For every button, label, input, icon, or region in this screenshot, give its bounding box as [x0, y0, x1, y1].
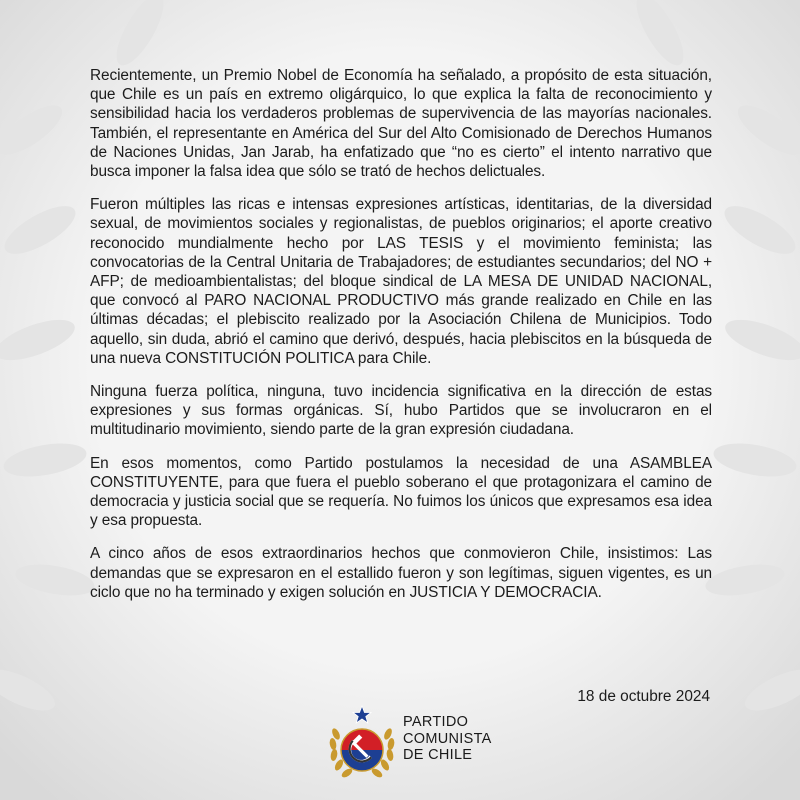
paragraph-2: Fueron múltiples las ricas e intensas expresiones artísticas, identitarias, de la diversidad sexual, de movimientos sociales y regionalistas, de pueblos originarios; el aporte creativo reconocido mundialmente hecho por LAS TESIS y el movimiento feminista; las convocatorias de la Central Unitaria de Trabajadores; de estudiantes secundarios; del NO + AFP; de medioambientalistas; del bloque sindical de LA MESA DE UNIDAD NACIONAL, que convocó al PARO NACIONAL PRODUCTIVO más grande realizado en Chile en las últimas décadas; el plebiscito realizado por la Asociación Chilena de Municipios. Todo aquello, sin duda, abrió el camino que derivó, después, hacia plebiscitos en la búsqueda de una nueva CONSTITUCIÓN POLITICA para Chile.	[90, 196, 712, 367]
paragraph-1: Recientemente, un Premio Nobel de Economía ha señalado, a propósito de esta situación, que Chile es un país en extremo oligárquico, lo que explica la falta de reconocimiento y sensibilidad hacia los verdaderos problemas de supervivencia de las mayorías nacionales. También, el representante en América del Sur del Alto Comisionado de Derechos Humanos de Naciones Unidas, Jan Jarab, ha enfatizado que “no es cierto” el intento narrativo que busca imponer la falsa idea que sólo se trató de hechos delictuales.	[90, 67, 712, 181]
paragraph-4: En esos momentos, como Partido postulamos la necesidad de una ASAMBLEA CONSTITUYENTE, para que fuera el pueblo soberano el que protagonizara el camino de democracia y justicia social que se requería. No fuimos los únicos que expresamos esa idea y esa propuesta.	[90, 454, 712, 530]
party-name	[403, 714, 492, 764]
party-name-line-3: DE CHILE	[403, 747, 473, 763]
statement-date: 18 de octubre 2024	[577, 688, 710, 705]
party-name-line-1: PARTIDO	[403, 714, 469, 730]
paragraph-3: Ninguna fuerza política, ninguna, tuvo incidencia significativa en la dirección de estas expresiones y sus formas orgánicas. Sí, hubo Partidos que se involucraron en el multitudinario movimiento, siendo parte de la gran expresión ciudadana.	[90, 383, 712, 439]
statement-body	[90, 66, 712, 616]
party-logo	[326, 704, 496, 784]
hammer-sickle-star-emblem-icon	[326, 704, 398, 784]
party-name-line-2: COMUNISTA	[403, 730, 492, 747]
paragraph-5: A cinco años de esos extraordinarios hechos que conmovieron Chile, insistimos: Las demandas que se expresaron en el estallido fueron y son legítimas, siguen vigentes, es un ciclo que no ha terminado y exigen solución en JUSTICIA Y DEMOCRACIA.	[90, 545, 712, 601]
